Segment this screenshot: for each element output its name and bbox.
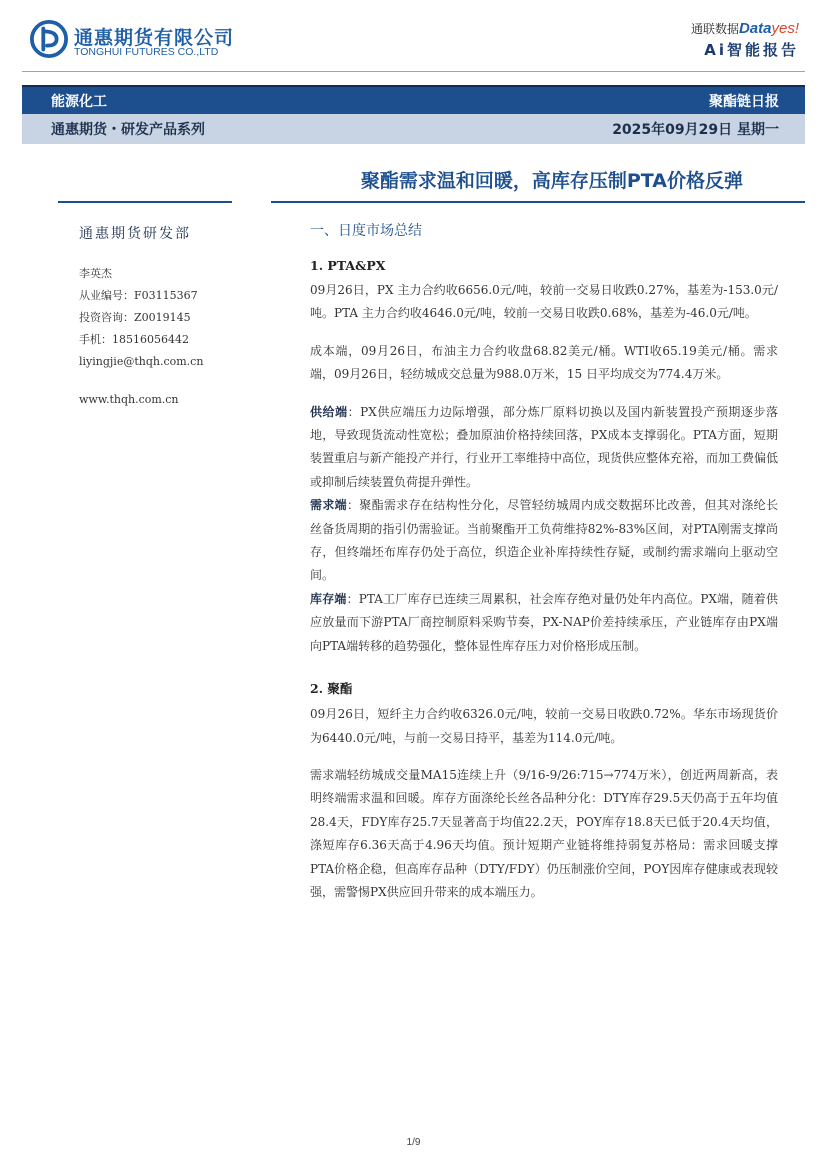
consult-number: 投资咨询：Z0019145 <box>79 311 191 324</box>
supply-text: ：PX供应端压力边际增强，部分炼厂原料切换以及国内新装置投产预期逐步落地，导致现货流动性宽松；叠加原油价格持续回落，PX成本支撑弱化。PTA方面，短期装置重启与新产能投产并行，行业开工率维持中高位，现货供应整体充裕，而加工费偏低或抑制后续装置负荷提升弹性。 <box>310 404 779 489</box>
supply-label: 供给端 <box>310 404 348 419</box>
report-date: 2025年09月29日 星期一 <box>612 122 779 138</box>
main-content <box>310 220 778 904</box>
report-category: 能源化工 <box>51 93 107 110</box>
paragraph-inventory <box>310 588 778 658</box>
paragraph-supply <box>310 401 778 495</box>
phone-number: 手机：18516056442 <box>79 333 189 346</box>
paragraph-demand <box>310 494 778 588</box>
demand-label: 需求端 <box>310 498 347 513</box>
paragraph-px-pta-prices: 09月26日，PX 主力合约收6656.0元/吨，较前一交易日收跌0.27%，基差为-153.0元/吨。PTA 主力合约收4646.0元/吨，较前一交易日收跌0.68%，基差为-46.0元/吨。 <box>310 283 778 321</box>
demand-text: ：聚酯需求存在结构性分化，尽管轻纺城周内成交数据环比改善，但其对涤纶长丝备货周期的指引仍需验证。当前聚酯开工负荷维持82%-83%区间，对PTA刚需支撑尚存，但终端坯布库存仍处于高位，织造企业补库持续性存疑，或制约需求端向上驱动空间。 <box>310 498 778 583</box>
inventory-label: 库存端 <box>310 591 347 606</box>
license-number: 从业编号：F03115367 <box>79 289 198 302</box>
datayes-brand: Data <box>738 20 772 37</box>
main-title-rule <box>271 201 805 203</box>
report-title: 聚酯需求温和回暖，高库存压制PTA价格反弹 <box>360 170 743 192</box>
analyst-name: 李英杰 <box>79 267 112 280</box>
sidebar-title-rule <box>58 201 232 203</box>
subsection-pta-px: 1. PTA&PX <box>310 258 386 273</box>
research-dept: 通惠期货研发部 <box>79 226 191 242</box>
paragraph-cost-demand: 成本端，09月26日，布油主力合约收盘68.82美元/桶。WTI收65.19美元/桶。需求端，09月26日，轻纺城成交总量为988.0万米，15 日平均成交为774.4万米。 <box>310 343 778 382</box>
ai-report-label: Ai智能报告 <box>704 41 799 59</box>
datayes-ai-badge <box>691 20 799 60</box>
author-sidebar <box>79 223 259 411</box>
company-logo <box>30 20 235 62</box>
section-heading: 一、日度市场总结 <box>310 223 422 239</box>
tonghui-logo-icon <box>30 20 68 58</box>
report-type: 聚酯链日报 <box>709 93 779 110</box>
paragraph-staple-fiber: 09月26日，短纤主力合约收6326.0元/吨，较前一交易日收跌0.72%。华东市场现货价为6440.0元/吨，与前一交易日持平，基差为114.0元/吨。 <box>310 707 778 745</box>
website-link[interactable]: www.thqh.com.cn <box>79 393 179 406</box>
inventory-text: ：PTA工厂库存已连续三周累积，社会库存绝对量仍处年内高位。PX端，随着供应放量而下游PTA厂商控制原料采购节奏，PX-NAP价差持续承压，产业链库存由PX端向PTA端转移的趋势强化，整体显性库存压力对价格形成压制。 <box>310 591 778 653</box>
company-name-en: TONGHUI FUTURES CO.,LTD <box>74 46 219 58</box>
header-divider <box>22 71 805 72</box>
datayes-yes: yes! <box>771 20 799 37</box>
category-band <box>22 85 805 114</box>
series-band <box>22 114 805 144</box>
datayes-label <box>691 20 799 37</box>
page-number: 1/9 <box>406 1137 421 1148</box>
company-name-cn: 通惠期货有限公司 <box>74 27 235 49</box>
subsection-polyester: 2. 聚酯 <box>310 681 353 697</box>
datayes-prefix: 通联数据 <box>690 22 739 36</box>
paragraph-polyester-outlook: 需求端轻纺城成交量MA15连续上升（9/16-9/26:715→774万米），创近两周新高，表明终端需求温和回暖。库存方面涤纶长丝各品种分化：DTY库存29.5天仍高于五年均值28.4天，FDY库存25.7天显著高于均值22.2天，POY库存18.8天已低于20.4天均值，涤短库存6.36天高于4.96天均值。预计短期产业链将维持弱复苏格局：需求回暖支撑PTA价格企稳，但高库存品种（DTY/FDY）仍压制涨价空间，POY因库存健康或表现较强，需警惕PX供应回升带来的成本端压力。 <box>310 767 778 899</box>
email-link[interactable]: liyingjie@thqh.com.cn <box>79 355 204 368</box>
report-series: 通惠期货・研发产品系列 <box>51 122 205 138</box>
